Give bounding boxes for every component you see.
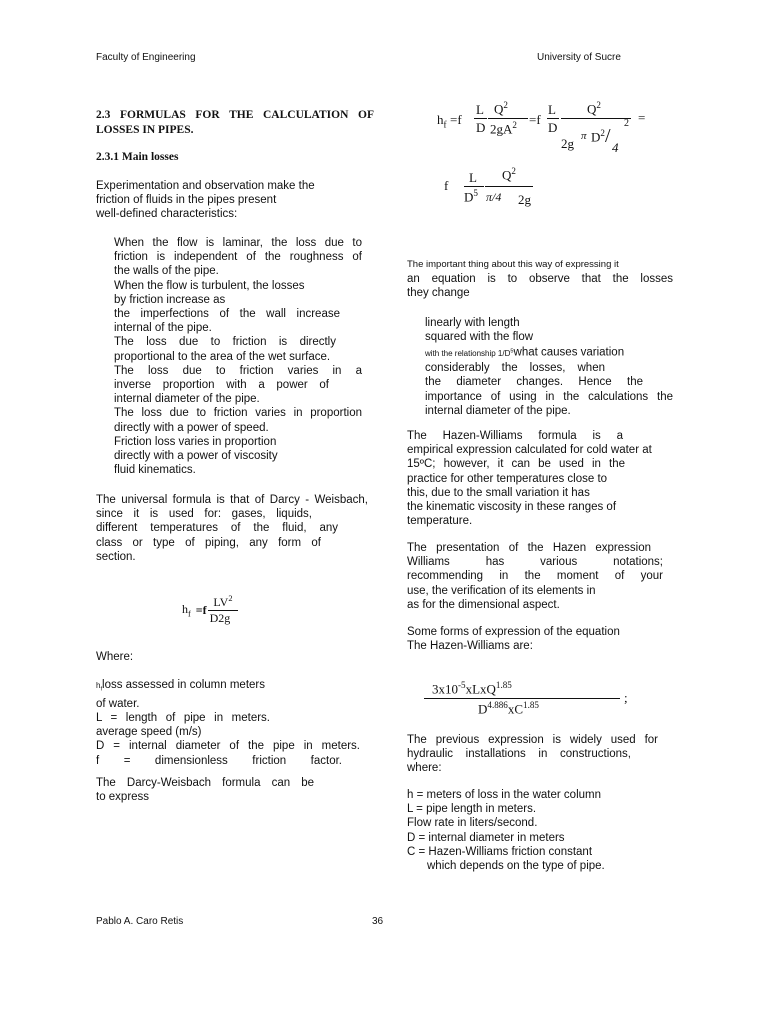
important-line: they change bbox=[407, 287, 470, 300]
eq1-2g: 2g bbox=[561, 136, 574, 151]
list-item: When the flow is laminar, the loss due to bbox=[114, 237, 362, 249]
hazen-line: the kinematic viscosity in these ranges of bbox=[407, 501, 617, 514]
section-heading bbox=[96, 108, 374, 138]
page-number: 36 bbox=[372, 916, 384, 927]
eq1-L2: L bbox=[548, 102, 556, 117]
list-item: importance of using in the calculations the bbox=[425, 390, 673, 403]
definition-line: D = internal diameter of the pipe in meters. bbox=[96, 740, 360, 753]
definition-line: L = length of pipe in meters. bbox=[96, 712, 270, 724]
list-item: internal diameter of the pipe. bbox=[425, 404, 571, 417]
intro-line: well-defined characteristics: bbox=[96, 208, 238, 221]
eq1-D2: D bbox=[548, 120, 558, 135]
list-item: fluid kinematics. bbox=[114, 464, 196, 477]
eq1-f1: =f bbox=[450, 112, 462, 127]
hazen-williams-equation bbox=[424, 676, 634, 716]
important-paragraph bbox=[407, 258, 673, 301]
eq2-D-text: D bbox=[464, 189, 474, 205]
definition-line: average speed (m/s) bbox=[96, 726, 202, 739]
previous-line: where: bbox=[407, 762, 442, 775]
list-item: by friction increase as bbox=[114, 293, 226, 306]
list-item: inverse proportion with a power of bbox=[114, 379, 329, 392]
hazen-line: empirical expression calculated for cold water at bbox=[407, 444, 652, 457]
list-item: the diameter changes. Hence the bbox=[425, 376, 643, 389]
eq2-Q-sup: 2 bbox=[511, 166, 516, 176]
hazen-line: The Hazen-Williams formula is a bbox=[407, 430, 623, 442]
hw-den-b: xC bbox=[507, 701, 524, 717]
previous-line: The previous expression is widely used for bbox=[407, 734, 658, 746]
eq2-D bbox=[464, 188, 478, 205]
eq-symbol bbox=[182, 602, 191, 618]
list-item: friction is independent of the roughness of bbox=[114, 251, 362, 264]
list-item: The loss due to friction varies in a bbox=[114, 364, 362, 377]
header-university: University of Sucre bbox=[537, 52, 621, 63]
eq1-equals: = bbox=[638, 110, 646, 125]
def-h: h bbox=[96, 681, 101, 690]
hw-semicolon: ; bbox=[624, 690, 628, 705]
darcy-express-paragraph bbox=[96, 776, 314, 804]
hazen-line: 15ºC; however, it can be used in the bbox=[407, 458, 625, 471]
eq2-D-sup: 5 bbox=[473, 188, 478, 198]
list-item: squared with the flow bbox=[425, 331, 534, 344]
eq-h: h bbox=[182, 601, 188, 616]
hw-num-b: xLxQ bbox=[465, 681, 496, 697]
list-item-text: what causes variation bbox=[513, 347, 625, 360]
ratio-small bbox=[425, 349, 514, 358]
eq1-outer-sup: 2 bbox=[624, 118, 629, 129]
important-line: The important thing about this way of expressing it bbox=[407, 259, 619, 270]
hw-num-exp2: 1.85 bbox=[495, 680, 512, 690]
eq2-f: f bbox=[444, 178, 449, 193]
eq1-Q-text: Q bbox=[494, 101, 504, 117]
presentation-line: use, the verification of its elements in bbox=[407, 584, 596, 597]
definition-line: f = dimensionless friction factor. bbox=[96, 754, 342, 767]
eq1-Q-sup: 2 bbox=[503, 100, 508, 110]
important-line: an equation is to observe that the losses bbox=[407, 273, 673, 286]
eq2-bar bbox=[464, 186, 484, 187]
eq-equals: =f bbox=[195, 602, 207, 617]
previous-line: hydraulic installations in constructions, bbox=[407, 748, 631, 761]
intro-line: Experimentation and observation make the bbox=[96, 180, 315, 192]
hw-denominator bbox=[478, 700, 539, 717]
universal-paragraph bbox=[96, 493, 368, 564]
hazen-line: this, due to the small variation it has bbox=[407, 486, 590, 499]
subsection-heading: 2.3.1 Main losses bbox=[96, 151, 179, 163]
definition-line: which depends on the type of pipe. bbox=[427, 860, 605, 873]
eq-numerator bbox=[211, 594, 234, 610]
eq1-bar bbox=[561, 118, 631, 119]
hw-den-exp2: 1.85 bbox=[523, 700, 539, 710]
list-item: When the flow is turbulent, the losses bbox=[114, 279, 305, 292]
hazen-line: temperature. bbox=[407, 515, 473, 528]
eq2-bar bbox=[485, 186, 533, 187]
eq1-f2: =f bbox=[529, 112, 541, 127]
characteristics-list bbox=[114, 236, 362, 477]
section-heading-line: LOSSES IN PIPES. bbox=[96, 124, 194, 136]
list-item: considerably the losses, when bbox=[425, 362, 605, 375]
eq1-bar bbox=[474, 118, 487, 119]
definition-line: C = Hazen-Williams friction constant bbox=[407, 845, 593, 858]
eq1-Dsq-text: D bbox=[591, 129, 601, 145]
hazen-line: practice for other temperatures close to bbox=[407, 472, 608, 485]
intro-line: friction of fluids in the pipes present bbox=[96, 194, 277, 207]
darcy-equation bbox=[182, 594, 238, 626]
forms-line: Some forms of expression of the equation bbox=[407, 626, 620, 638]
eq1-h-text: h bbox=[437, 112, 444, 127]
previous-paragraph bbox=[407, 733, 658, 776]
intro-paragraph bbox=[96, 179, 346, 222]
list-item: directly with a power of viscosity bbox=[114, 450, 278, 463]
where-label: Where: bbox=[96, 651, 134, 663]
definition-line: D = internal diameter in meters bbox=[407, 831, 565, 844]
hw-den-a: D bbox=[478, 701, 488, 717]
eq1-Q2 bbox=[587, 100, 601, 117]
eq1-Q2-text: Q bbox=[587, 101, 597, 117]
hw-num-exp: -5 bbox=[458, 680, 466, 690]
footer-author: Pablo A. Caro Retis bbox=[96, 916, 184, 927]
eq1-den1-sup: 2 bbox=[512, 120, 517, 130]
list-item: the imperfections of the wall increase bbox=[114, 308, 340, 321]
definition-line: Flow rate in liters/second. bbox=[407, 817, 538, 830]
definition-line: h = meters of loss in the water column bbox=[407, 789, 601, 801]
list-item: linearly with length bbox=[425, 317, 520, 329]
presentation-line: Williams has various notations; bbox=[407, 556, 663, 569]
def-h-sub: f bbox=[100, 686, 103, 693]
eq1-slash: / bbox=[605, 125, 611, 147]
eq1-bar bbox=[547, 118, 559, 119]
darcy-definitions bbox=[96, 678, 360, 768]
ratio-sup: 5 bbox=[510, 348, 514, 355]
variation-list bbox=[425, 316, 673, 418]
darcy-flow-equation bbox=[437, 98, 647, 158]
ratio-text: with the relationship 1/D bbox=[425, 349, 511, 359]
eq1-Q2-sup: 2 bbox=[596, 100, 601, 110]
header-faculty: Faculty of Engineering bbox=[96, 52, 196, 63]
eq-fraction bbox=[208, 594, 239, 626]
eq1-Q bbox=[494, 100, 508, 117]
universal-line: The universal formula is that of Darcy - Weisbach, bbox=[96, 494, 368, 506]
hw-fraction-bar bbox=[424, 698, 620, 699]
presentation-paragraph bbox=[407, 541, 663, 612]
eq-denominator: D2g bbox=[208, 610, 239, 626]
eq1-bar bbox=[488, 118, 528, 119]
eq2-L: L bbox=[469, 170, 477, 185]
eq-sup: 2 bbox=[228, 594, 233, 603]
eq2-pi4: π/4 bbox=[486, 190, 502, 204]
eq-num-text: LV bbox=[213, 595, 229, 609]
list-item: The loss due to friction is directly bbox=[114, 336, 336, 349]
eq1-h-sub: f bbox=[443, 119, 447, 130]
definition-line: L = pipe length in meters. bbox=[407, 803, 537, 816]
eq1-L: L bbox=[476, 102, 484, 117]
section-heading-line: 2.3 FORMULAS FOR THE CALCULATION OF bbox=[96, 109, 374, 121]
universal-line: class or type of piping, any form of bbox=[96, 536, 321, 549]
list-item: internal of the pipe. bbox=[114, 322, 212, 335]
list-item: proportional to the area of the wet surface. bbox=[114, 350, 331, 363]
def-text: loss assessed in column meters bbox=[102, 679, 265, 691]
list-item: Friction loss varies in proportion bbox=[114, 435, 277, 448]
express-line: The Darcy-Weisbach formula can be bbox=[96, 777, 314, 789]
definition-line bbox=[96, 678, 360, 697]
eq1-Dsq bbox=[591, 128, 605, 145]
eq1-den1-text: 2gA bbox=[490, 121, 513, 137]
forms-line: The Hazen-Williams are: bbox=[407, 640, 533, 653]
eq2-Q bbox=[502, 166, 516, 183]
express-line: to express bbox=[96, 791, 150, 804]
list-item bbox=[425, 344, 673, 361]
forms-paragraph bbox=[407, 625, 620, 653]
universal-line: different temperatures of the fluid, any bbox=[96, 522, 338, 535]
hazen-paragraph bbox=[407, 429, 663, 528]
darcy-f-equation bbox=[444, 166, 544, 228]
eq1-pi: π bbox=[581, 130, 587, 142]
presentation-line: recommending in the moment of your bbox=[407, 570, 663, 583]
eq2-2g: 2g bbox=[518, 192, 531, 207]
list-item: the walls of the pipe. bbox=[114, 265, 219, 278]
list-item: directly with a power of speed. bbox=[114, 421, 269, 434]
hw-num-a: 3x10 bbox=[432, 681, 458, 697]
eq1-h bbox=[437, 112, 447, 130]
hw-den-exp: 4.886 bbox=[487, 700, 508, 710]
hw-numerator bbox=[432, 680, 512, 697]
eq2-Q-text: Q bbox=[502, 167, 512, 183]
universal-line: since it is used for: gases, liquids, bbox=[96, 508, 312, 521]
hazen-definitions bbox=[407, 788, 667, 873]
eq1-D: D bbox=[476, 120, 486, 135]
presentation-line: The presentation of the Hazen expression bbox=[407, 542, 651, 554]
eq1-Dsq-sup: 2 bbox=[600, 128, 605, 138]
eq-sub: f bbox=[188, 609, 191, 619]
eq1-den1 bbox=[490, 120, 517, 137]
eq1-four: 4 bbox=[612, 140, 619, 155]
universal-line: section. bbox=[96, 550, 136, 563]
list-item: internal diameter of the pipe. bbox=[114, 393, 260, 406]
presentation-line: as for the dimensional aspect. bbox=[407, 598, 560, 611]
definition-line: of water. bbox=[96, 697, 140, 710]
list-item: The loss due to friction varies in proportion bbox=[114, 407, 362, 420]
